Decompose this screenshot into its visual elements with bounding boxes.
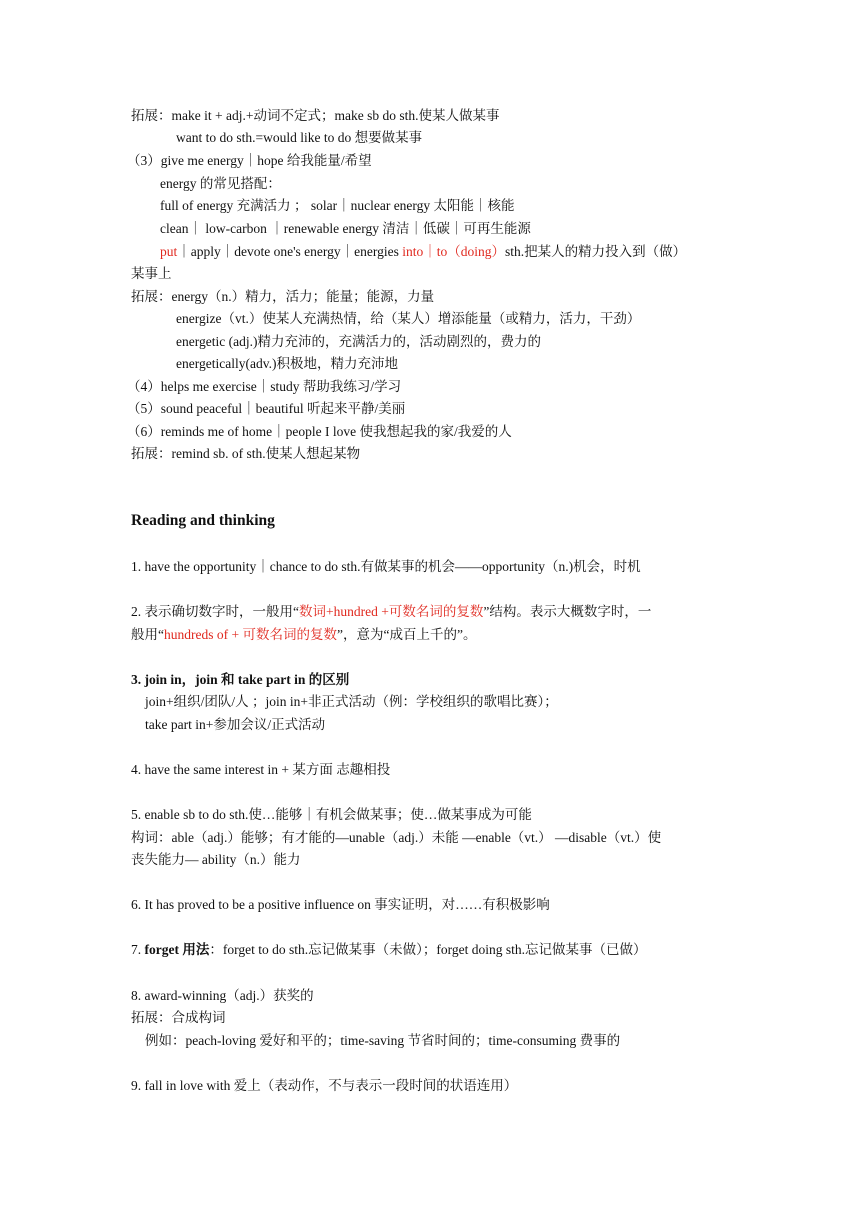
expansion-make-it: 拓展：make it + adj.+动词不定式；make sb do sth.使某人做某事 — [131, 108, 500, 123]
point-2b-text-c: ”，意为“成百上千的”。 — [336, 627, 477, 642]
point-1-opportunity: 1. have the opportunity｜chance to do sth.有做某事的机会——opportunity（n.)机会，时机 — [131, 559, 641, 574]
energy-collocation-heading: energy 的常见搭配： — [160, 176, 281, 191]
point-8-compound-words: 拓展：合成构词 — [131, 1010, 226, 1025]
point-8-examples: 例如：peach-loving 爱好和平的；time-saving 节省时间的；time-consuming 费事的 — [145, 1033, 621, 1048]
energize-definition: energize（vt.）使某人充满热情，给（某人）增添能量（或精力，活力，干劲） — [176, 311, 641, 326]
point-7-forget-usage: ：forget to do sth.忘记做某事（未做）；forget doing sth.忘记做某事（已做） — [209, 942, 647, 957]
item-4-helps-exercise: （4）helps me exercise｜study 帮助我练习/学习 — [127, 379, 402, 394]
point-5-enable: 5. enable sb to do sth.使…能够｜有机会做某事；使…做某事成为可能 — [131, 807, 532, 822]
apply-devote-text: ｜apply｜devote one's energy｜energies — [177, 244, 403, 259]
collocation-full-of-energy: full of energy 充满活力 ； solar｜nuclear energy 太阳能｜核能 — [160, 198, 515, 213]
point-7-forget-label: forget 用法 — [144, 942, 210, 957]
point-7-forget — [131, 941, 646, 959]
want-to-do-note: want to do sth.=would like to do 想要做某事 — [176, 130, 423, 145]
section-heading: Reading and thinking — [131, 512, 275, 529]
point-2b-text-a: 般用“ — [131, 627, 164, 642]
point-2-hundreds-of — [131, 626, 476, 644]
expansion-remind: 拓展：remind sb. of sth.使某人想起某物 — [131, 446, 361, 461]
devote-meaning: sth.把某人的精力投入到（做） — [505, 244, 687, 259]
point-8-award-winning: 8. award-winning（adj.）获奖的 — [131, 988, 314, 1003]
point-2-text-c: ”结构。表示大概数字时，一 — [483, 604, 652, 619]
item-3-give-energy: （3）give me energy｜hope 给我能量/希望 — [127, 153, 372, 168]
energetic-definition: energetic (adj.)精力充沛的，充满活力的，活动剧烈的，费力的 — [176, 334, 541, 349]
item-6-reminds-home: （6）reminds me of home｜people I love 使我想起我的家/我爱的人 — [127, 424, 512, 439]
point-3-join-in-heading: 3. join in，join 和 take part in 的区别 — [131, 672, 350, 687]
point-5-ability: 丧失能力— ability（n.）能力 — [131, 852, 301, 867]
item-5-sound-peaceful: （5）sound peaceful｜beautiful 听起来平静/美丽 — [127, 401, 406, 416]
highlight-into-to-doing: into｜to（doing） — [402, 244, 506, 259]
point-2-text-a: 2. 表示确切数字时，一般用“ — [131, 604, 299, 619]
point-7-number: 7. — [131, 942, 145, 957]
point-4-same-interest: 4. have the same interest in + 某方面 志趣相投 — [131, 762, 391, 777]
expansion-energy-noun: 拓展：energy（n.）精力，活力；能量；能源，力量 — [131, 289, 435, 304]
point-3-join-usage: join+组织/团队/人 ；join in+非正式活动（例：学校组织的歌唱比赛）； — [145, 694, 558, 709]
point-6-positive-influence: 6. It has proved to be a positive influence on 事实证明，对……有积极影响 — [131, 897, 550, 912]
point-5-word-formation: 构词：able（adj.）能够；有才能的—unable（adj.）未能 —enable（vt.） —disable（vt.）使 — [131, 830, 662, 845]
highlight-exact-number: 数词+hundred +可数名词的复数 — [299, 604, 484, 619]
devote-meaning-continued: 某事上 — [131, 266, 172, 281]
collocation-devote-energy — [160, 243, 686, 261]
highlight-put: put — [160, 244, 178, 259]
point-2-hundred — [131, 603, 651, 621]
point-3-take-part-in: take part in+参加会议/正式活动 — [145, 717, 326, 732]
highlight-hundreds-of: hundreds of + 可数名词的复数 — [164, 627, 337, 642]
energetically-definition: energetically(adv.)积极地，精力充沛地 — [176, 356, 398, 371]
collocation-clean-energy: clean｜ low-carbon ｜renewable energy 清洁｜低碳｜可再生能源 — [160, 221, 531, 236]
point-9-fall-in-love: 9. fall in love with 爱上（表动作，不与表示一段时间的状语连用） — [131, 1078, 518, 1093]
